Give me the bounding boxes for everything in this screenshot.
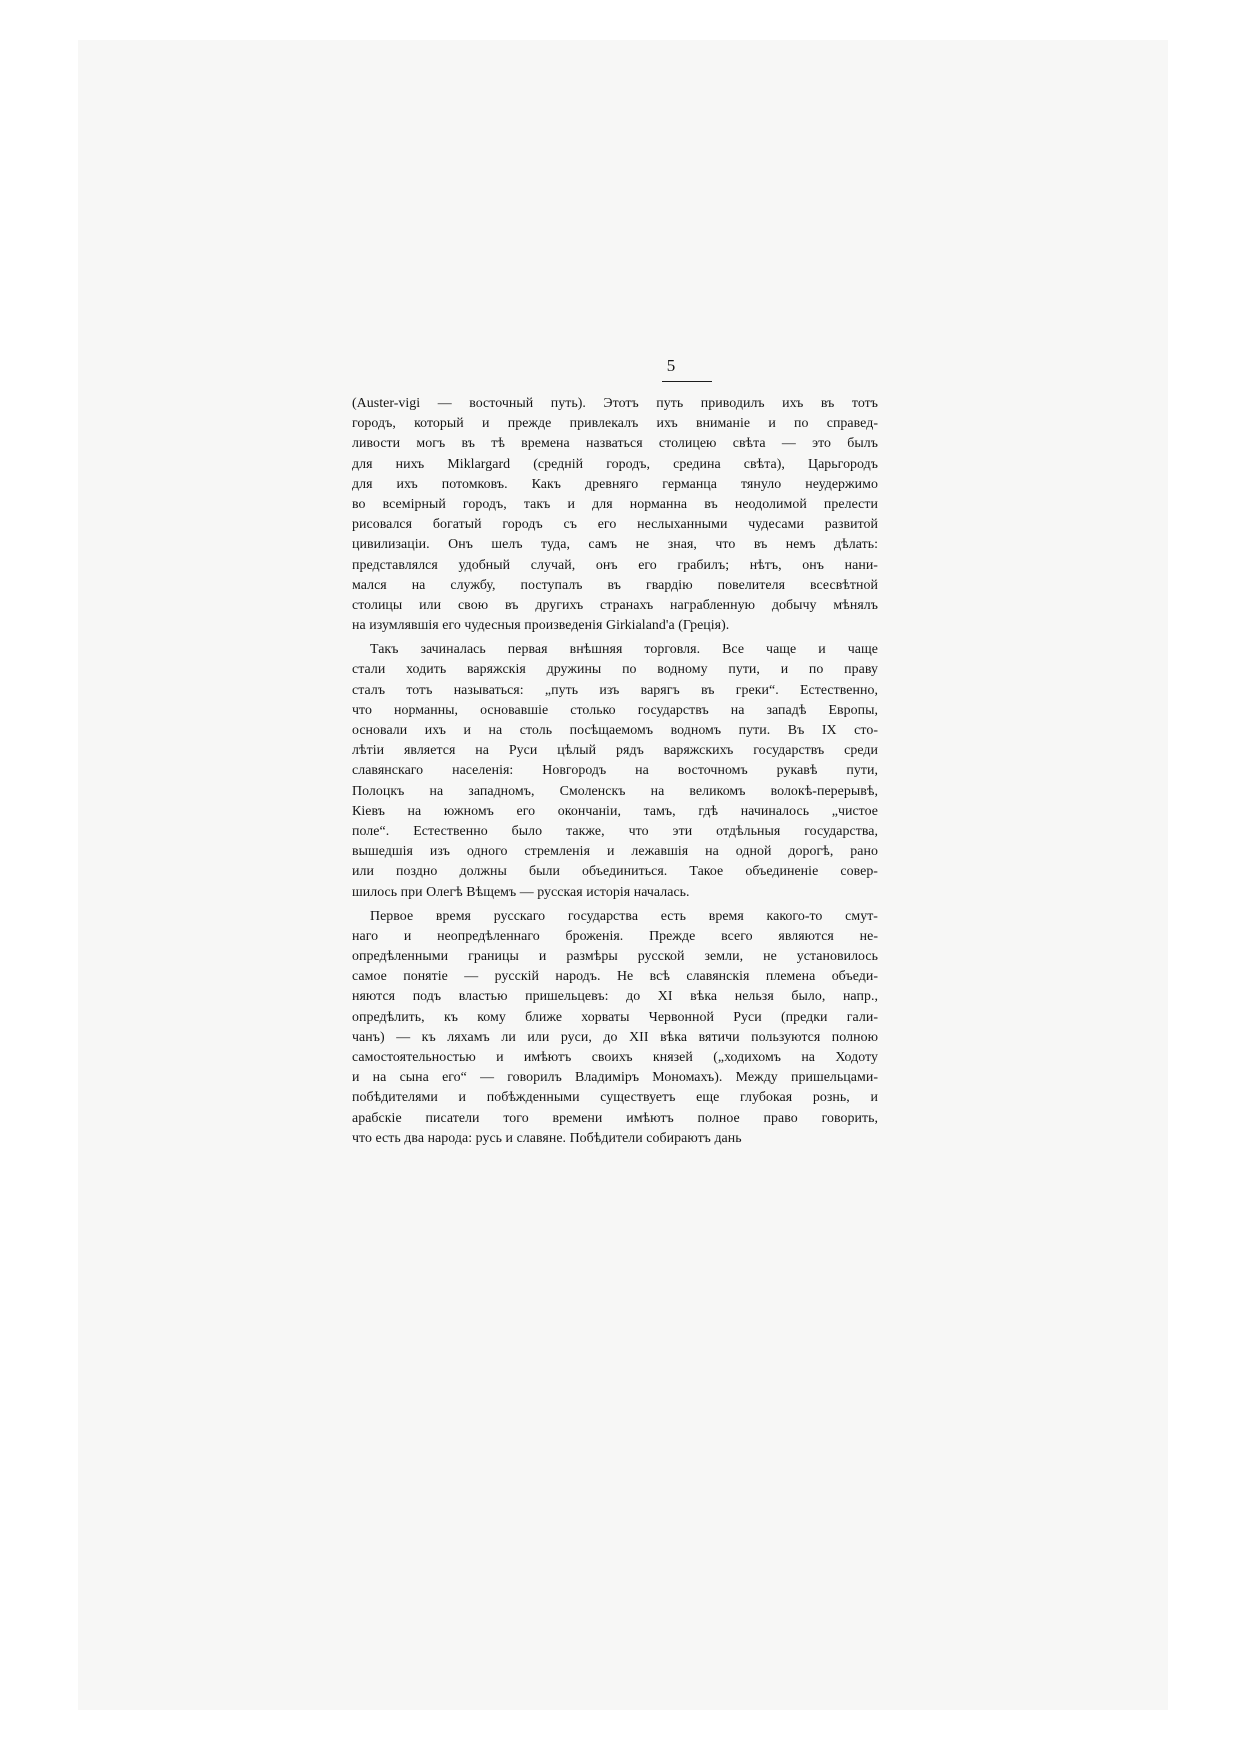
text-line: основали ихъ и на столь посѣщаемомъ водномъ пути. Въ IX сто-: [352, 723, 878, 738]
text-line: арабскіе писатели того времени имѣютъ полное право говорить,: [352, 1110, 878, 1126]
text-line: лѣтіи является на Руси цѣлый рядъ варяжскихъ государствъ среди: [352, 743, 878, 759]
text-line: цивилизаціи. Онъ шелъ туда, самъ не зная, что въ немъ дѣлать:: [352, 537, 878, 553]
text-line: вышедшія изъ одного стремленія и лежавшія на одной дорогѣ, рано: [352, 844, 878, 860]
text-line: Полоцкъ на западномъ, Смоленскъ на великомъ волокѣ-перерывѣ,: [352, 783, 878, 799]
text-line: славянскаго населенія: Новгородъ на восточномъ рукавѣ пути,: [352, 763, 878, 779]
paragraph: [352, 640, 878, 902]
text-line: чанъ) — къ ляхамъ ли или руси, до XII вѣка вятичи пользуются полною: [352, 1029, 878, 1045]
text-line: стали ходить варяжскія дружины по водному пути, и по праву: [352, 662, 878, 678]
paragraph: [352, 907, 878, 1149]
text-line: Такъ зачиналась первая внѣшняя торговля. Все чаще и чаще: [370, 642, 878, 658]
page-text-block: [352, 356, 878, 1149]
page-number: 5: [666, 356, 676, 375]
text-line: шилось при Олегѣ Вѣщемъ — русская исторія началась.: [352, 884, 690, 900]
text-line: Кіевъ на южномъ его окончаніи, тамъ, гдѣ начиналось „чистое: [352, 803, 878, 819]
text-line: няются подъ властью пришельцевъ: до XI вѣка нельзя было, напр.,: [352, 989, 878, 1005]
text-line: побѣдителями и побѣжденными существуетъ еще глубокая рознь, и: [352, 1090, 878, 1106]
text-line: (Auster-vigi — восточный путь). Этотъ путь приводилъ ихъ въ тотъ: [352, 396, 878, 411]
text-line: рисовался богатый городъ съ его неслыханными чудесами развитой: [352, 517, 878, 533]
text-line: что норманны, основавшіе столько государствъ на западѣ Европы,: [352, 702, 878, 718]
text-line: сталъ тотъ называться: „путь изъ варягъ въ греки“. Естественно,: [352, 682, 878, 698]
page-number-rule: [662, 381, 712, 382]
text-line: столицы или свою въ другихъ странахъ награбленную добычу мѣнялъ: [352, 597, 878, 613]
text-line: и на сына его“ — говорилъ Владиміръ Мономахъ). Между пришельцами-: [352, 1070, 878, 1086]
text-line: мался на службу, поступалъ въ гвардію повелителя всесвѣтной: [352, 577, 878, 593]
text-line: опредѣлить, къ кому ближе хорваты Червонной Руси (предки гали-: [352, 1009, 878, 1025]
text-line: на изумлявшія его чудесныя произведенія Girkialand'а (Греція).: [352, 618, 730, 634]
text-line: наго и неопредѣленнаго броженія. Прежде всего являются не-: [352, 928, 878, 944]
text-line: опредѣленными границы и размѣры русской земли, не установилось: [352, 949, 878, 965]
text-line: или поздно должны были объединиться. Такое объединеніе совер-: [352, 864, 878, 880]
text-line: представлялся удобный случай, онъ его грабилъ; нѣтъ, онъ нани-: [352, 557, 878, 573]
paragraph: [352, 394, 878, 636]
text-line: Первое время русскаго государства есть время какого-то смут-: [370, 908, 878, 924]
text-line: самое понятіе — русскій народъ. Не всѣ славянскія племена объеди-: [352, 969, 878, 985]
text-line: во всемірный городъ, такъ и для норманна въ неодолимой прелести: [352, 496, 878, 512]
text-line: для ихъ потомковъ. Какъ древняго германца тянуло неудержимо: [352, 476, 878, 492]
text-line: поле“. Естественно было также, что эти отдѣльныя государства,: [352, 823, 878, 839]
body-text: [352, 394, 878, 1149]
text-line: что есть два народа: русь и славяне. Побѣдители собираютъ дань: [352, 1130, 742, 1146]
text-line: городъ, который и прежде привлекалъ ихъ вниманіе и по справед-: [352, 416, 878, 432]
text-line: самостоятельностью и имѣютъ своихъ князей („ходихомъ на Ходоту: [352, 1050, 878, 1065]
text-line: ливости могъ въ тѣ времена назваться столицею свѣта — это былъ: [352, 436, 878, 452]
text-line: для нихъ Miklargard (средній городъ, средина свѣта), Царьгородъ: [352, 456, 878, 472]
